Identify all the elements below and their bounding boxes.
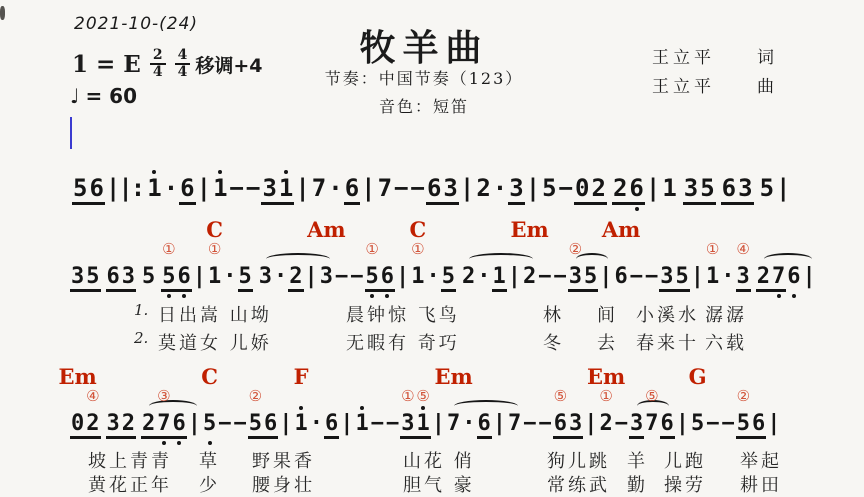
note-5: 5 ① — [161, 265, 176, 292]
chord-label: C — [206, 217, 223, 242]
note-5: 5 — [238, 265, 253, 292]
note-6: 6 — [106, 265, 121, 292]
finger-number: ④ — [86, 387, 100, 405]
duration-dash: − — [335, 264, 349, 289]
verse-number: 2. — [134, 329, 149, 347]
note-2: 2 — [591, 176, 607, 205]
lyric-segment: 间 — [597, 305, 618, 326]
dotted-note-dot: · — [426, 264, 440, 289]
note-6: 6 — [721, 176, 737, 205]
lyric-segment: 举起 — [740, 451, 782, 472]
timbre-setting-label: 音色：短笛 — [378, 97, 469, 116]
note-1: 1 — [212, 176, 228, 205]
note-3: 3 — [629, 412, 644, 439]
note-6: 6 Am — [601, 217, 641, 289]
finger-number: ② — [568, 240, 583, 258]
barline: | — [492, 411, 506, 436]
note-6: 6 — [477, 412, 492, 439]
chord-label: Em — [58, 364, 97, 389]
note-5: 5 ① — [365, 265, 380, 292]
note-3: 3 — [442, 176, 458, 205]
note-7: 7 ⑤ — [645, 387, 659, 436]
lyric-segment: 草 — [199, 451, 220, 472]
barline: | — [690, 264, 704, 289]
note-6: 6 — [263, 412, 278, 439]
note-3: 3 — [258, 265, 273, 292]
music-line-3 — [58, 364, 782, 439]
note-2: 2 — [141, 412, 156, 439]
note-6: 6 — [660, 412, 675, 439]
duration-dash: − — [538, 264, 552, 289]
note-3: 3 — [737, 176, 753, 205]
note-1: 1 — [355, 412, 370, 439]
octave-dot-above — [218, 170, 222, 174]
lyric-segment: 腰身壮 — [252, 475, 315, 496]
chord-label: Em — [587, 364, 626, 389]
dotted-note-dot: · — [223, 264, 237, 289]
lyric-segment: 操劳 — [664, 475, 706, 496]
note-7: 7 — [508, 411, 522, 436]
barline: | — [192, 264, 206, 289]
duration-dash: − — [370, 411, 384, 436]
note-1: 1 ① — [705, 240, 720, 289]
note-1: 1 — [146, 176, 162, 205]
note-3: 3 Am — [307, 217, 346, 289]
note-2: 2 — [288, 265, 303, 292]
dotted-note-dot: · — [309, 411, 323, 436]
finger-number: ⑤ — [553, 387, 568, 405]
octave-dot-below — [370, 294, 374, 298]
finger-number: ① — [207, 240, 222, 258]
duration-dash: − — [538, 411, 552, 436]
finger-number: ④ — [736, 240, 750, 258]
duration-dash: − — [394, 174, 409, 202]
note-3: 3 — [659, 265, 674, 292]
dotted-note-dot: · — [492, 174, 508, 202]
lyric-segment: 坡上青青 — [88, 451, 172, 472]
chord-label: C — [201, 364, 218, 389]
note-2: 2 — [476, 174, 491, 202]
duration-dash: − — [218, 411, 232, 436]
finger-number: ② — [736, 387, 751, 405]
duration-dash: − — [558, 174, 574, 202]
note-2: 2 Em — [510, 217, 549, 289]
rhythm-setting-label: 节奏：中国节奏（123） — [324, 69, 524, 88]
note-7: 7 — [311, 174, 327, 202]
lyric-segment: 少 — [199, 475, 220, 496]
note-5: 5 — [675, 265, 690, 292]
octave-dot-below — [182, 294, 186, 298]
note-6: 6 — [380, 265, 395, 292]
duration-dash: − — [614, 411, 628, 436]
time-signature-2-4: $\frac{2}{4}$ — [150, 48, 166, 81]
key-label: 1 = E — [72, 50, 141, 78]
dotted-note-dot: · — [163, 174, 179, 202]
lyric-segment: 山花 俏 — [403, 451, 475, 472]
note-5: 5 ② — [248, 412, 263, 439]
note-1: 1 C ① — [409, 217, 427, 289]
octave-dot-below — [208, 441, 212, 445]
finger-number: ① — [365, 240, 379, 258]
octave-dot-below — [385, 294, 389, 298]
note-5: 5 — [72, 176, 88, 205]
duration-dash: − — [410, 174, 425, 202]
barline: | — [304, 264, 318, 289]
note-7: 7 ③ — [156, 412, 171, 439]
note-3: 3 — [683, 176, 699, 205]
note-7: 7 — [377, 174, 393, 202]
octave-dot-above — [421, 406, 425, 410]
note-0: 0 Em — [70, 412, 85, 439]
finger-number: ① — [599, 387, 613, 405]
lyric-segment: 胆气 豪 — [403, 475, 475, 496]
date-label: 2021-10-(24) — [74, 14, 199, 34]
note-3: 3 ④ — [736, 265, 751, 292]
note-6: 6 — [88, 176, 104, 205]
note-6: 6 — [324, 412, 339, 439]
octave-dot-above — [299, 406, 303, 410]
octave-dot-above — [284, 170, 288, 174]
music-line-2 — [70, 217, 817, 292]
note-5: 5 C — [202, 412, 217, 439]
note-5: 5 — [142, 264, 156, 289]
note-2: 2 — [461, 265, 476, 292]
credits — [652, 44, 778, 102]
note-6: 6 — [177, 265, 192, 292]
duration-dash: − — [721, 411, 735, 436]
note-5: 5 — [759, 174, 775, 202]
note-5: 5 ② — [736, 412, 751, 439]
dotted-note-dot: · — [477, 264, 491, 289]
note-6: 6 — [751, 412, 766, 439]
barline: | — [599, 264, 613, 289]
lyric-segment: 无暇有 奇巧 — [346, 333, 460, 354]
finger-number: ① — [411, 240, 425, 258]
octave-dot-above — [152, 170, 156, 174]
note-1: 1 — [662, 174, 677, 202]
dotted-note-dot: · — [462, 411, 476, 436]
note-2: 2 — [121, 412, 136, 439]
dotted-note-dot: · — [274, 264, 288, 289]
duration-dash: − — [233, 411, 247, 436]
chord-label: F — [293, 364, 309, 389]
finger-number: ① — [401, 387, 415, 405]
note-3: 3 — [70, 265, 85, 292]
note-1: 1 ⑤ — [416, 412, 431, 439]
dotted-note-dot: · — [328, 174, 343, 202]
duration-dash: − — [629, 264, 643, 289]
note-1: 1 C ① — [206, 217, 223, 289]
lyric-segment: 日出嵩 山坳 — [158, 305, 272, 326]
lyric-segment: 儿跑 — [664, 451, 706, 472]
note-1: 1 — [492, 265, 507, 292]
lyric-segment: 林 — [543, 305, 564, 326]
composer-credit: 王立平 曲 — [652, 77, 778, 97]
barline: | — [802, 264, 816, 289]
octave-dot-below — [635, 207, 639, 211]
octave-dot-below — [777, 294, 781, 298]
note-2: 2 — [612, 176, 628, 205]
finger-number: ③ — [157, 387, 171, 405]
lyric-segment: 羊 — [627, 451, 648, 472]
note-6: 6 — [628, 176, 644, 205]
barline: | — [196, 174, 212, 202]
repeat-start-sign: ||: — [105, 174, 144, 202]
note-6: 6 ⑤ — [553, 412, 568, 439]
barline: | — [431, 411, 445, 436]
barline: | — [396, 264, 410, 289]
barline: | — [295, 174, 310, 202]
octave-dot-below — [167, 294, 171, 298]
barline: | — [340, 411, 354, 436]
duration-dash: − — [245, 174, 261, 202]
finger-number: ① — [705, 240, 720, 258]
note-5: 5 — [441, 265, 456, 292]
finger-number: ① — [162, 240, 176, 258]
text-cursor[interactable] — [70, 117, 72, 149]
barline: | — [645, 174, 661, 202]
note-3: 3 ② — [568, 265, 583, 292]
octave-dot-above — [360, 406, 364, 410]
transpose-label: 移调+4 — [195, 54, 263, 77]
note-3: 3 — [508, 176, 524, 205]
time-signature-4-4: $\frac{4}{4}$ — [175, 48, 191, 81]
barline: | — [279, 411, 293, 436]
lyric-segment: 春来十 — [636, 333, 699, 354]
octave-dot-below — [177, 441, 181, 445]
barline: | — [767, 411, 781, 436]
lyric-segment: 潺潺 — [705, 305, 747, 326]
octave-dot-below — [792, 294, 796, 298]
lyric-segment: 野果香 — [252, 451, 315, 472]
note-1: 1 — [278, 176, 294, 205]
finger-number: ⑤ — [645, 387, 659, 405]
note-2: 2 — [756, 265, 771, 292]
barline: | — [187, 411, 201, 436]
note-5: 5 — [699, 176, 715, 205]
note-5: 5 — [583, 265, 598, 292]
note-6: 6 — [172, 412, 187, 439]
note-3: 3 — [261, 176, 277, 205]
tempo-value: = 60 — [85, 84, 137, 108]
lyric-segment: 常练武 — [547, 475, 610, 496]
lyric-segment: 狗儿跳 — [547, 451, 610, 472]
note-0: 0 — [574, 176, 590, 205]
note-6: 6 — [426, 176, 442, 205]
finger-number: ② — [248, 387, 263, 405]
duration-dash: − — [523, 411, 537, 436]
dotted-note-dot: · — [721, 264, 735, 289]
chord-label: G — [688, 364, 707, 389]
verse-number: 1. — [134, 301, 149, 319]
chord-label: Am — [601, 217, 641, 242]
duration-dash: − — [386, 411, 400, 436]
barline: | — [459, 174, 475, 202]
note-6: 6 — [344, 176, 360, 205]
duration-dash: − — [706, 411, 720, 436]
lyric-segment: 小溪水 — [636, 305, 699, 326]
note-7: 7 Em — [446, 412, 461, 439]
lyric-segment: 六载 — [705, 333, 747, 354]
note-2: 2 Em ① — [587, 364, 626, 436]
note-5: 5 G — [688, 364, 707, 436]
note-1: 1 F — [293, 364, 309, 436]
note-5: 5 — [85, 265, 100, 292]
note-3: 3 — [568, 412, 583, 439]
note-2: 2 ④ — [85, 412, 100, 439]
finger-number: ⑤ — [416, 387, 430, 405]
note-7: 7 — [771, 265, 786, 292]
lyric-segment: 勤 — [627, 475, 648, 496]
note-3: 3 ① — [400, 412, 415, 439]
barline: | — [776, 174, 791, 202]
barline: | — [584, 411, 598, 436]
scan-artifact — [0, 6, 5, 20]
music-line-1 — [72, 176, 791, 205]
chord-label: Em — [510, 217, 549, 242]
note-3: 3 — [106, 412, 121, 439]
note-5: 5 — [542, 174, 557, 202]
duration-dash: − — [645, 264, 659, 289]
barline: | — [507, 264, 521, 289]
quarter-note-icon: ♩ — [70, 84, 80, 108]
lyric-segment: 黄花正年 — [88, 475, 172, 496]
lyricist-credit: 王立平 词 — [652, 48, 778, 68]
duration-dash: − — [350, 264, 364, 289]
lyric-segment: 耕田 — [740, 475, 782, 496]
chord-label: Am — [307, 217, 346, 242]
duration-dash: − — [553, 264, 567, 289]
octave-dot-below — [162, 441, 166, 445]
song-title: 牧羊曲 — [359, 28, 489, 69]
lyric-segment: 晨钟惊 飞鸟 — [346, 305, 460, 326]
note-3: 3 — [121, 265, 136, 292]
duration-dash: − — [229, 174, 244, 202]
barline: | — [675, 411, 689, 436]
lyric-segment: 冬 — [543, 333, 564, 354]
barline: | — [525, 174, 541, 202]
chord-label: Em — [434, 364, 473, 389]
note-6: 6 — [786, 265, 801, 292]
chord-label: C — [409, 217, 427, 242]
lyric-segment: 莫道女 儿娇 — [158, 333, 272, 354]
barline: | — [361, 174, 376, 202]
note-6: 6 — [179, 176, 195, 205]
lyric-segment: 去 — [597, 333, 618, 354]
